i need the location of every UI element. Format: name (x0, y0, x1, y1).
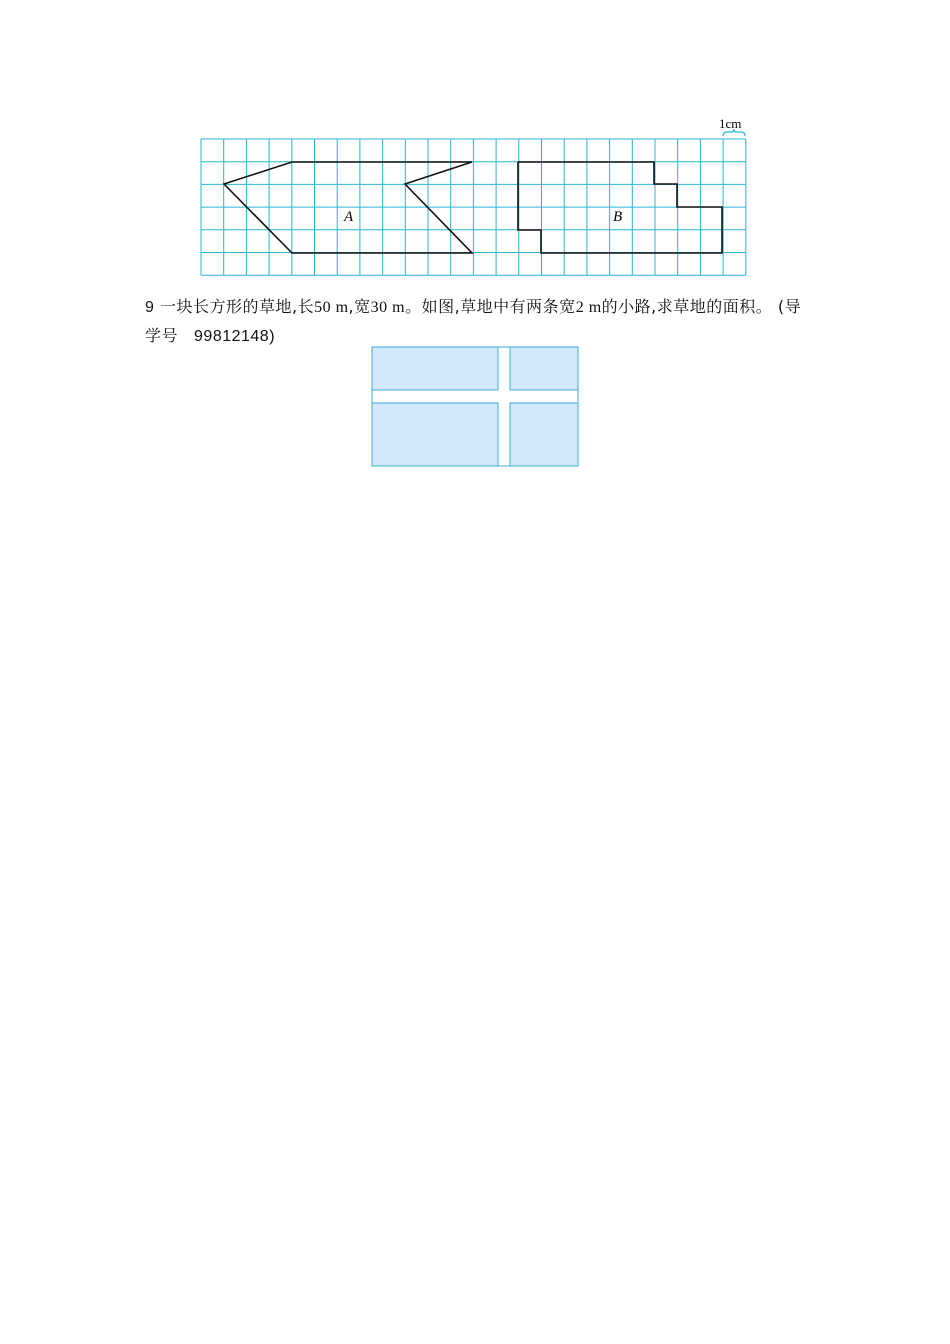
shape-b-label: B (613, 209, 623, 225)
grass-plot-top-left (372, 347, 498, 390)
grass-plot-top-right (510, 347, 578, 390)
field-length: 50 m (314, 299, 349, 316)
field-width: 30 m (370, 299, 406, 316)
guide-label: (导学号 (145, 297, 802, 345)
question-number: 9 (145, 299, 155, 316)
question-text-part1: 一块长方形的草地,长 (160, 297, 315, 316)
field-figure (0, 0, 950, 480)
scale-label: 1cm (719, 116, 742, 131)
question-text-part3: 。如图,草地中有两条宽 (405, 297, 576, 316)
question-text-part4: 的小路,求草地的面积。 (601, 297, 773, 316)
shape-a-label: A (344, 209, 354, 225)
guide-code: 99812148) (194, 328, 276, 345)
question-text-part2: ,宽 (348, 297, 371, 316)
road-width: 2 m (575, 299, 602, 316)
grass-plot-bottom-left (372, 403, 498, 466)
grass-plot-bottom-right (510, 403, 578, 466)
